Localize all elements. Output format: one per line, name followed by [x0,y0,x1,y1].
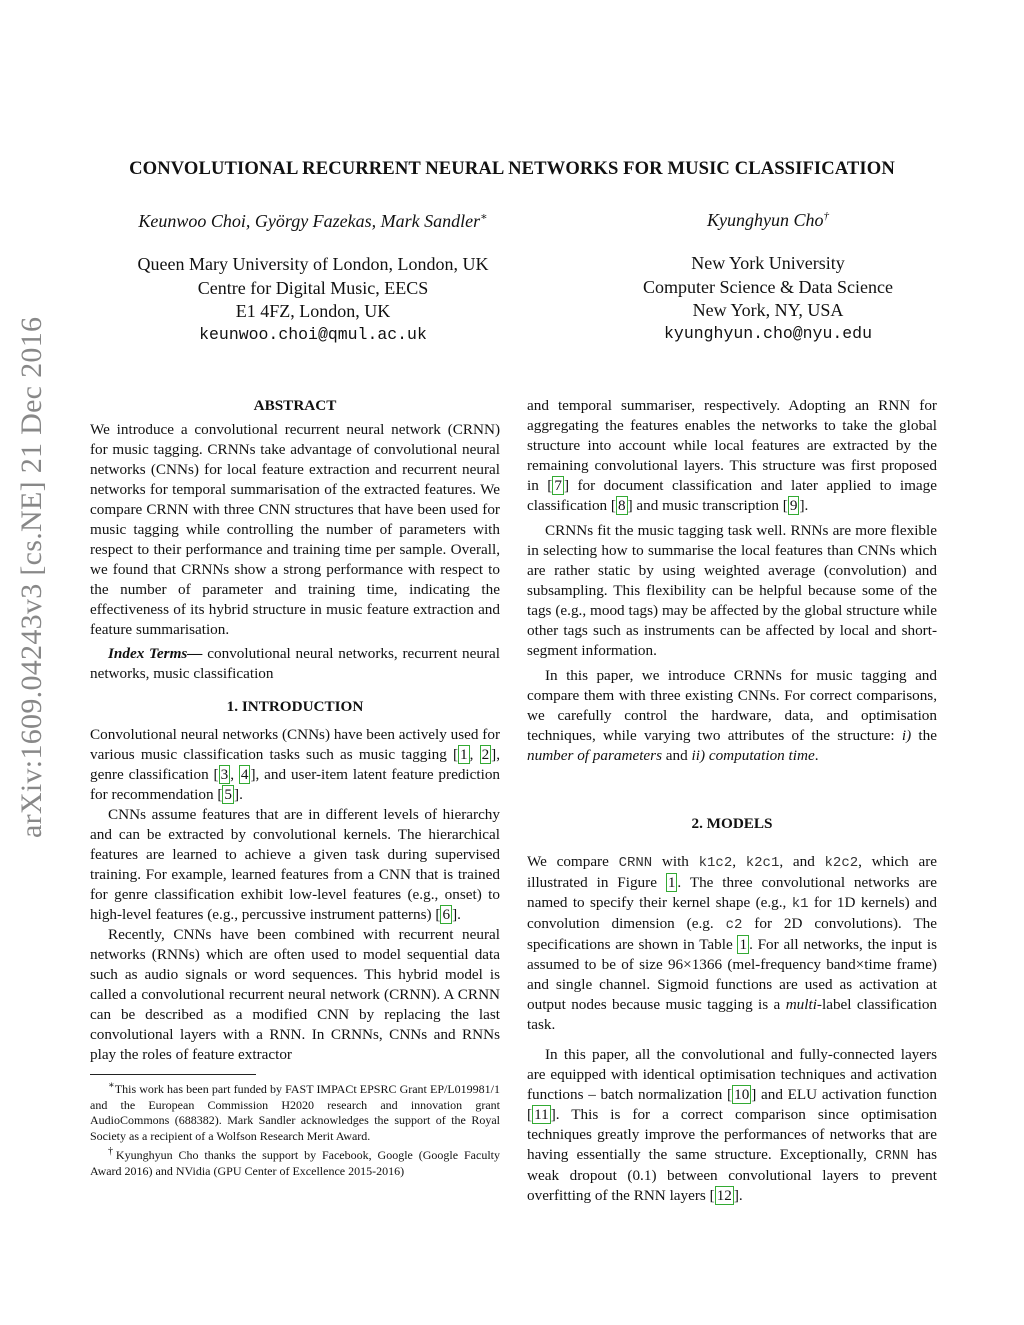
index-terms-label: Index Terms— [108,645,203,662]
intro-text: . [814,747,819,764]
intro-text: Convolutional neural networks (CNNs) have been actively used for various music classification tasks such as music tagging [ [90,726,500,763]
models-text: for 1D kernels) and convolution dimension (e.g. [527,894,937,932]
intro-paragraph-5: CRNNs fit the music tagging task well. RNNs are more flexible in selecting how to summarise the local features than CNNs which are rather static by using weighted average (convolution) and subsampling. This flexibility can be helpful because some of the tags (e.g., mood tags) may be affected by the global structure while other tags such as instruments can be affected by local and short-segment information. [527,522,937,659]
intro-emphasis: i) [901,727,912,744]
citation-link[interactable]: 2 [481,746,490,763]
models-text: ]. This is for a correct comparison since optimisation techniques greatly improve the performances of networks that are having essentially the same structure. Exceptionally, [527,1106,937,1163]
author-block-right [560,210,976,343]
intro-text: ] for document classification and later applied to image classification [ [527,477,937,514]
affiliation-right-line: New York, NY, USA [692,300,844,320]
intro-text: ]. [234,786,243,803]
models-text: for 2D convolutions). The specifications are shown in Table [527,915,937,953]
citation-link[interactable]: 7 [554,477,562,494]
footnote-mark: † [108,1146,116,1157]
intro-text: ], and user-item latent feature prediction for recommendation [ [90,766,501,803]
models-text: has weak dropout (0.1) between convolutional layers to prevent overfitting of the RNN layers [ [527,1146,937,1204]
affiliation-right-line: New York University [691,253,845,273]
citation-link[interactable]: 8 [617,497,626,514]
intro-emphasis: number of parameters [527,747,662,764]
right-column [527,396,937,1206]
paper-title: CONVOLUTIONAL RECURRENT NEURAL NETWORKS FOR MUSIC CLASSIFICATION [129,158,895,179]
intro-text: ]. [452,906,461,923]
affiliation-right [560,252,976,323]
affiliation-right-line: Computer Science & Data Science [643,276,893,297]
model-name: CRNN [618,855,653,871]
intro-text: In this paper, we introduce CRNNs for music tagging and compare them with three existing CNNs. For correct comparisons, we carefully control the hardware, data, and optimisation techniques, while varying two attributes of the structure: [527,667,937,744]
model-name: c2 [725,917,743,933]
intro-text: and [662,747,692,764]
models-text: ] and ELU activation function [ [527,1086,937,1123]
intro-paragraph-4 [527,396,937,516]
citation-link[interactable]: 3 [220,766,229,783]
footnote-mark: ∗ [108,1080,115,1091]
models-text: , which are illustrated in Figure [527,853,938,891]
citation-link[interactable]: 10 [734,1086,750,1103]
citation-link[interactable]: 1 [460,746,468,763]
email-right[interactable]: kyunghyun.cho@nyu.edu [664,323,872,343]
intro-text: CNNs assume features that are in different levels of hierarchy and can be extracted by convolutional kernels. The hierarchical features are learned to achieve a given task during supervised training. For example, learned features from a CNN that is trained for genre classification exhibit low-level features (e.g., onset) to high-level features (e.g., percussive instrument patterns) [ [90,806,500,923]
models-text: ]. [733,1187,743,1204]
intro-paragraph-3: Recently, CNNs have been combined with recurrent neural networks (RNNs) which are often used to model sequential data such as audio signals or word sequences. This hybrid model is called a convolutional recurrent neural network (CRNN). A CRNN can be described as a modified CNN by replacing the last convolutional layers with a RNN. In CRNNs, CNNs and RNNs play the roles of feature extractor [90,926,500,1063]
index-terms-text: convolutional neural networks, recurrent neural networks, music classification [90,645,501,682]
intro-heading: 1. INTRODUCTION [226,698,364,715]
intro-paragraph-2 [90,805,500,925]
authors-left-mark: ∗ [480,211,488,223]
footnote-1 [90,1078,500,1144]
affiliation-left-line: Queen Mary University of London, London, UK [137,254,489,274]
citation-link[interactable]: 12 [716,1187,732,1204]
models-text: , and [779,853,825,870]
intro-paragraph-1: Convolutional neural networks (CNNs) have been actively used for various music classification tasks such as music tagging [ 1 , 2 ], genre classification [ 3 , 4 ], and user-item latent feature prediction for recommendation [ 5 ]. [90,726,501,803]
authors-right [560,210,976,231]
footnote-text: Kyunghyun Cho thanks the support by Facebook, Google (Google Faculty Award 2016) and NVidia (GPU Center of Excellence 2015-2016) [90,1148,500,1178]
citation-link[interactable]: 5 [224,786,233,803]
models-heading: 2. MODELS [691,815,773,832]
table-link[interactable]: 1 [739,936,748,953]
authors-right-names: Kyunghyun Cho [707,210,824,230]
model-name: k1c2 [698,855,733,871]
intro-paragraph-6 [527,666,937,766]
authors-left-names: Keunwoo Choi, György Fazekas, Mark Sandler [138,211,481,231]
intro-text: and temporal summariser, respectively. Adopting an RNN for aggregating the features enables the networks to take the global structure into account while local features are extracted by the remaining convolutional layers. This structure was first proposed in [ [527,397,937,494]
abstract-heading: ABSTRACT [253,397,337,414]
intro-text: the [911,727,937,744]
models-paragraph-1 [527,852,937,1035]
intro-text: ]. [799,497,809,514]
models-text: We compare [527,853,619,870]
arxiv-identifier: arXiv:1609.04243v3 [cs.NE] 21 Dec 2016 [15,316,48,838]
models-text: . For all networks, the input is assumed to be of size 96×1366 (mel-frequency band×time frame) and single channel. Sigmoid functions are used as activation at output nodes because music tagging is a [527,936,937,1013]
models-emphasis: multi [785,996,817,1013]
abstract-text: We introduce a convolutional recurrent neural network (CRNN) for music tagging. CRNNs take advantage of convolutional neural networks (CNNs) for local feature extraction and recurrent neural networks for temporal summarisation of the extracted features. We compare CRNN with three CNN structures that have been used for music tagging while controlling the number of parameters with respect to their performance and training time per sample. Overall, we found that CRNNs show a strong performance with respect to the number of parameter and training time, indicating the effectiveness of its hybrid structure in music feature extraction and feature summarisation. [90,421,500,638]
affiliation-left-line: E1 4FZ, London, UK [235,301,391,321]
author-block-left [90,210,536,344]
affiliation-left-line: Centre for Digital Music, EECS [197,277,429,298]
model-name: CRNN [875,1148,909,1164]
models-paragraph-2 [527,1045,937,1206]
citation-link[interactable]: 6 [442,906,451,923]
intro-emphasis: ii) computation time [691,747,815,764]
left-column [90,396,500,1179]
models-text: , [732,853,746,870]
model-name: k1 [791,896,809,912]
footnote-2 [90,1144,500,1179]
figure-link[interactable]: 1 [667,874,676,891]
model-name: k2c1 [745,855,780,871]
email-left[interactable]: keunwoo.choi@qmul.ac.uk [199,324,427,344]
affiliation-left [90,253,536,324]
footnote-rule [90,1074,256,1075]
footnote-text: This work has been part funded by FAST IMPACt EPSRC Grant EP/L019981/1 and the European Commission H2020 research and innovation grant AudioCommons (688382). Mark Sandler acknowledges the support of the Royal Society as a recipient of a Wolfson Research Merit Award. [90,1082,500,1143]
intro-text: ] and music transcription [ [627,497,788,514]
intro-text: ], genre classification [ [90,746,501,783]
citation-link[interactable]: 9 [789,497,798,514]
citation-link[interactable]: 4 [240,766,249,783]
models-text: with [652,853,699,870]
models-text: In this paper, all the convolutional and fully-connected layers are equipped with identical optimisation techniques and activation functions – batch normalization [ [527,1046,937,1103]
index-terms [90,644,500,684]
models-text: . The three convolutional networks are named to specify their kernel shape (e.g., [527,874,937,911]
model-name: k2c2 [824,855,859,871]
authors-right-mark: † [823,210,829,222]
models-text: -label classification task. [527,996,938,1033]
authors-left [90,210,536,232]
citation-link[interactable]: 11 [534,1106,549,1123]
